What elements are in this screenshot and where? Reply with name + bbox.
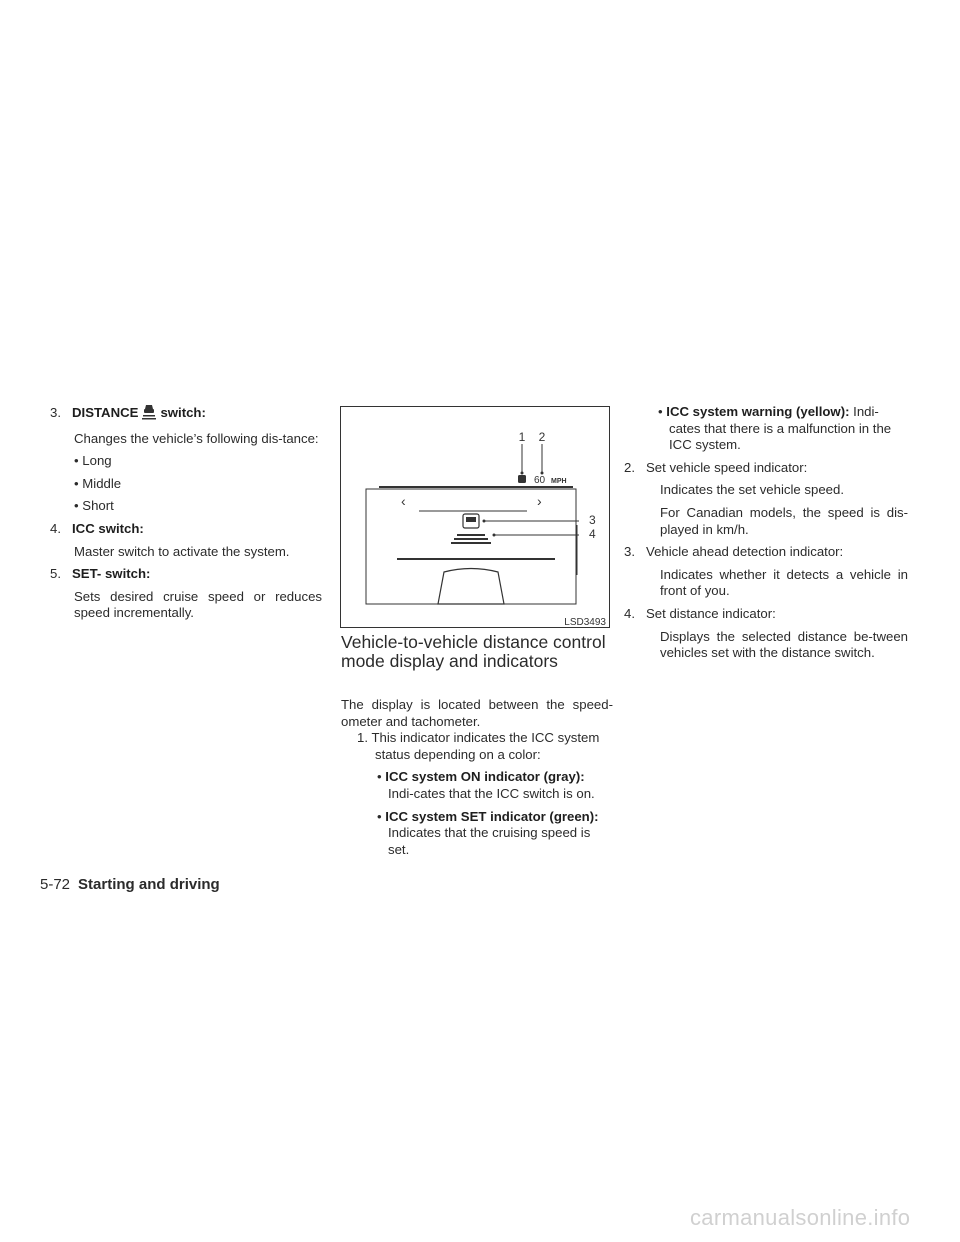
item-distance-switch: 3. DISTANCE switch:	[50, 404, 322, 425]
figure-code: LSD3493	[564, 617, 606, 628]
callout-4-label: 4	[589, 527, 596, 541]
distance-icon	[142, 404, 156, 425]
bullet-on: • ICC system ON indicator (gray): Indi-cates that the ICC switch is on.	[377, 769, 595, 801]
callout-2-label: 2	[538, 430, 546, 444]
speed-value: 60	[534, 475, 546, 486]
item-set-distance: 4. Set distance indicator:	[624, 605, 776, 621]
bullet-set: • ICC system SET indicator (green): Indicates that the cruising speed is set.	[377, 808, 599, 857]
item-speed-indicator: 2. Set vehicle speed indicator:	[624, 459, 808, 475]
distance-bar	[451, 542, 491, 544]
right-column: • ICC system warning (yellow): Indi-cates that there is a malfunction in the ICC system. 2. Set vehicle speed indicator: Indicates the set vehicle speed. For Canadian models, the speed is dis-played in km/h. 3. Vehicle ahead detection indicator: Indicates whether it detects a vehicle in front of you. 4. Set distance indicator: Displays the selected distance be-tween vehicles set with the distance switch.	[624, 404, 908, 661]
icc-display-figure	[340, 406, 610, 628]
callout-1-label: 1	[518, 430, 526, 444]
left-arrow: ‹	[401, 493, 406, 509]
display-diagram	[341, 407, 611, 629]
right-arrow: ›	[537, 493, 542, 509]
middle-column: The display is located between the speed-ometer and tachometer. 1. This indicator indicates the ICC system status depending on a color: • ICC system ON indicator (gray): Indi-cates that the ICC switch is on. • ICC system SET indicator (green): Indicates that the cruising speed is set.	[341, 697, 613, 857]
section-title: Starting and driving	[78, 876, 220, 893]
own-vehicle-icon	[438, 569, 504, 605]
section-heading: Vehicle-to-vehicle distance control mode display and indicators	[341, 632, 606, 671]
item-icc-switch: 4. ICC switch:	[50, 520, 144, 536]
left-column: 3. DISTANCE switch: Changes the vehicle’s following dis-tance: • Long • Middle • Short 4. ICC switch: Master switch to activate the system. 5. SET- switch: Sets desired cruise speed or reduces speed incrementally.	[50, 405, 322, 621]
callout-3-label: 3	[589, 513, 596, 527]
display-frame	[366, 489, 576, 604]
speed-unit: MPH	[551, 478, 567, 485]
bullet-warning: • ICC system warning (yellow): Indi-cates that there is a malfunction in the ICC system.	[658, 404, 892, 453]
item-vehicle-ahead: 3. Vehicle ahead detection indicator:	[624, 544, 844, 560]
watermark[interactable]: carmanualsonline.info	[690, 1205, 911, 1230]
page-number: 5-72	[40, 876, 71, 893]
item-status-indicator: 1. This indicator indicates the ICC system status depending on a color:	[357, 730, 600, 762]
icc-indicator-icon	[518, 475, 526, 483]
page-footer	[40, 875, 220, 895]
item-set-switch: 5. SET- switch:	[50, 566, 151, 582]
distance-bar	[454, 538, 488, 540]
distance-bar	[457, 534, 485, 536]
